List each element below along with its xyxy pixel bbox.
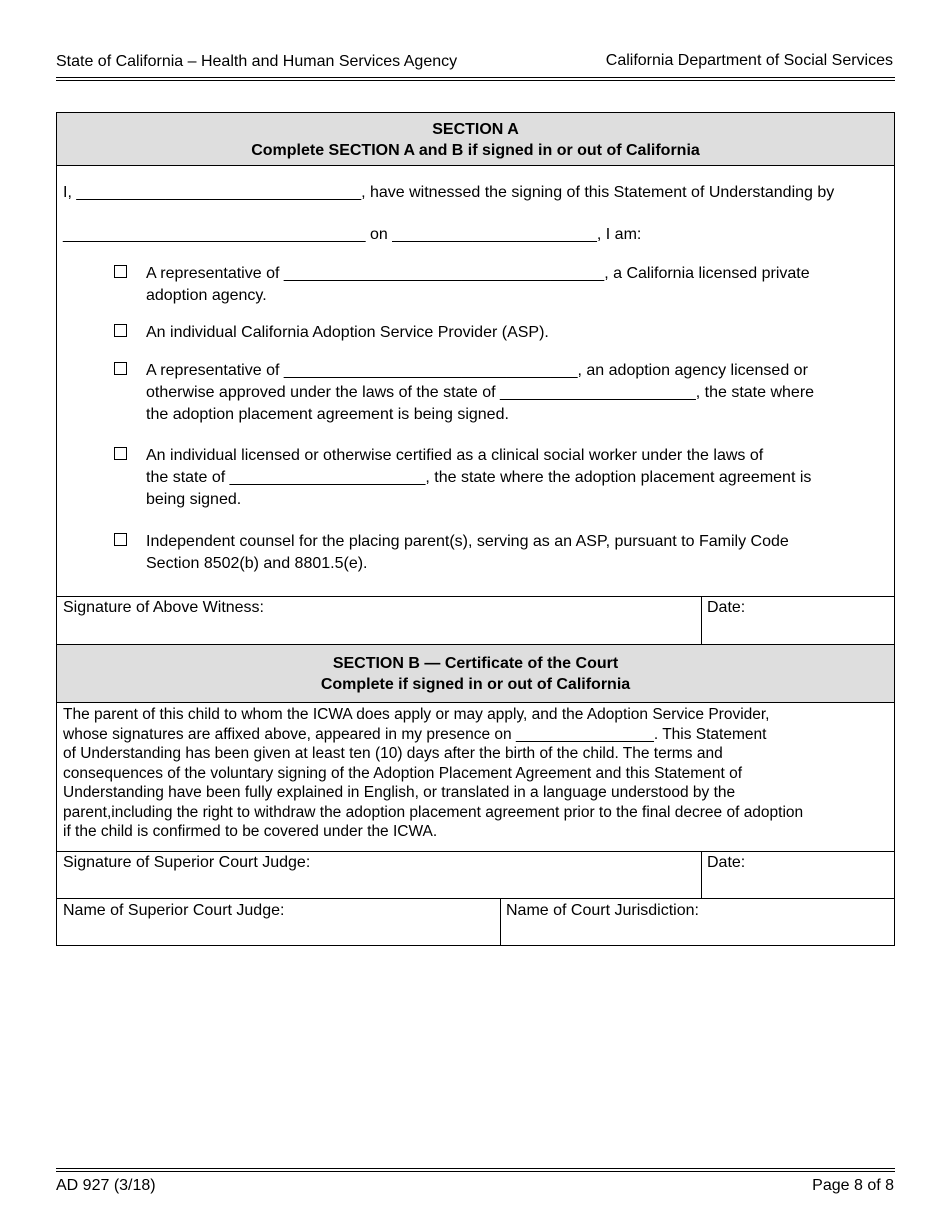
paragraph-line: whose signatures are affixed above, appeared in my presence on ________________. This Statement: [63, 725, 767, 743]
checkbox-private-agency[interactable]: [114, 265, 127, 278]
option-line: the state of ______________________, the state where the adoption placement agreement is: [146, 469, 812, 486]
option-line: Section 8502(b) and 8801.5(e).: [146, 555, 368, 572]
agency-name: State of California – Health and Human Services Agency: [56, 53, 458, 70]
department-name: California Department of Social Services: [605, 52, 893, 69]
section-b-header: [57, 645, 894, 702]
paragraph-line: parent,including the right to withdraw the adoption placement agreement prior to the final decree of adoption: [63, 803, 804, 821]
section-a-title: SECTION A: [432, 121, 519, 138]
option-line: the adoption placement agreement is being signed.: [146, 406, 509, 423]
footer-rule-top: [56, 1168, 895, 1169]
section-a-subtitle: Complete SECTION A and B if signed in or out of California: [251, 142, 700, 159]
witness-statement-line1: I, ________________________________, have witnessed the signing of this Statement of Understanding by: [63, 184, 835, 201]
option-independent-counsel: [146, 531, 789, 575]
option-line: adoption agency.: [146, 287, 267, 304]
divider: [57, 596, 894, 597]
divider: [701, 851, 702, 898]
divider: [57, 851, 894, 852]
paragraph-line: Understanding have been fully explained in English, or translated in a language understood by the: [63, 784, 736, 801]
header-rule-top: [56, 77, 895, 78]
option-line: Independent counsel for the placing parent(s), serving as an ASP, pursuant to Family Code: [146, 533, 789, 550]
option-line: A representative of _________________________________, an adoption agency licensed or: [146, 362, 808, 379]
checkbox-out-of-state-agency[interactable]: [114, 362, 127, 375]
option-line: An individual California Adoption Service Provider (ASP).: [146, 324, 549, 341]
section-b-subtitle: Complete if signed in or out of California: [320, 676, 631, 693]
page-number: Page 8 of 8: [812, 1177, 894, 1194]
witness-date-field[interactable]: Date:: [707, 599, 746, 616]
option-line: An individual licensed or otherwise certified as a clinical social worker under the laws of: [146, 447, 764, 464]
divider: [57, 165, 894, 166]
witness-statement-line2: __________________________________ on _______________________, I am:: [63, 226, 642, 243]
court-jurisdiction-field[interactable]: Name of Court Jurisdiction:: [506, 902, 699, 919]
judge-date-field[interactable]: Date:: [707, 854, 746, 871]
paragraph-line: of Understanding has been given at least ten (10) days after the birth of the child. The terms and: [63, 745, 723, 762]
paragraph-line: consequences of the voluntary signing of the Adoption Placement Agreement and this Statement of: [63, 764, 742, 782]
form-number: AD 927 (3/18): [56, 1177, 156, 1194]
witness-signature-field[interactable]: Signature of Above Witness:: [63, 599, 264, 616]
judge-signature-field[interactable]: Signature of Superior Court Judge:: [63, 854, 311, 871]
section-a-header: [57, 113, 894, 165]
court-certificate-paragraph: [63, 705, 803, 842]
checkbox-independent-counsel[interactable]: [114, 533, 127, 546]
checkbox-individual-asp[interactable]: [114, 324, 127, 337]
option-line: being signed.: [146, 491, 242, 508]
section-b-title: SECTION B — Certificate of the Court: [332, 655, 619, 672]
form-box: [56, 112, 895, 946]
paragraph-line: if the child is confirmed to be covered under the ICWA.: [63, 823, 438, 840]
option-clinical-social-worker: [146, 445, 811, 511]
option-line: otherwise approved under the laws of the state of ______________________, the state where: [146, 384, 815, 401]
divider: [57, 898, 894, 899]
footer-rule-bottom: [56, 1171, 895, 1172]
divider: [57, 702, 894, 703]
divider: [500, 898, 501, 945]
paragraph-line: The parent of this child to whom the ICWA does apply or may apply, and the Adoption Service Provider,: [63, 706, 770, 723]
divider: [701, 596, 702, 644]
judge-name-field[interactable]: Name of Superior Court Judge:: [63, 902, 285, 919]
option-line: A representative of ____________________________________, a California licensed private: [146, 265, 810, 282]
option-out-of-state-agency: [146, 360, 814, 426]
checkbox-clinical-social-worker[interactable]: [114, 447, 127, 460]
header-rule-bottom: [56, 80, 895, 81]
option-private-agency: [146, 263, 810, 307]
option-individual-asp: [146, 322, 549, 344]
